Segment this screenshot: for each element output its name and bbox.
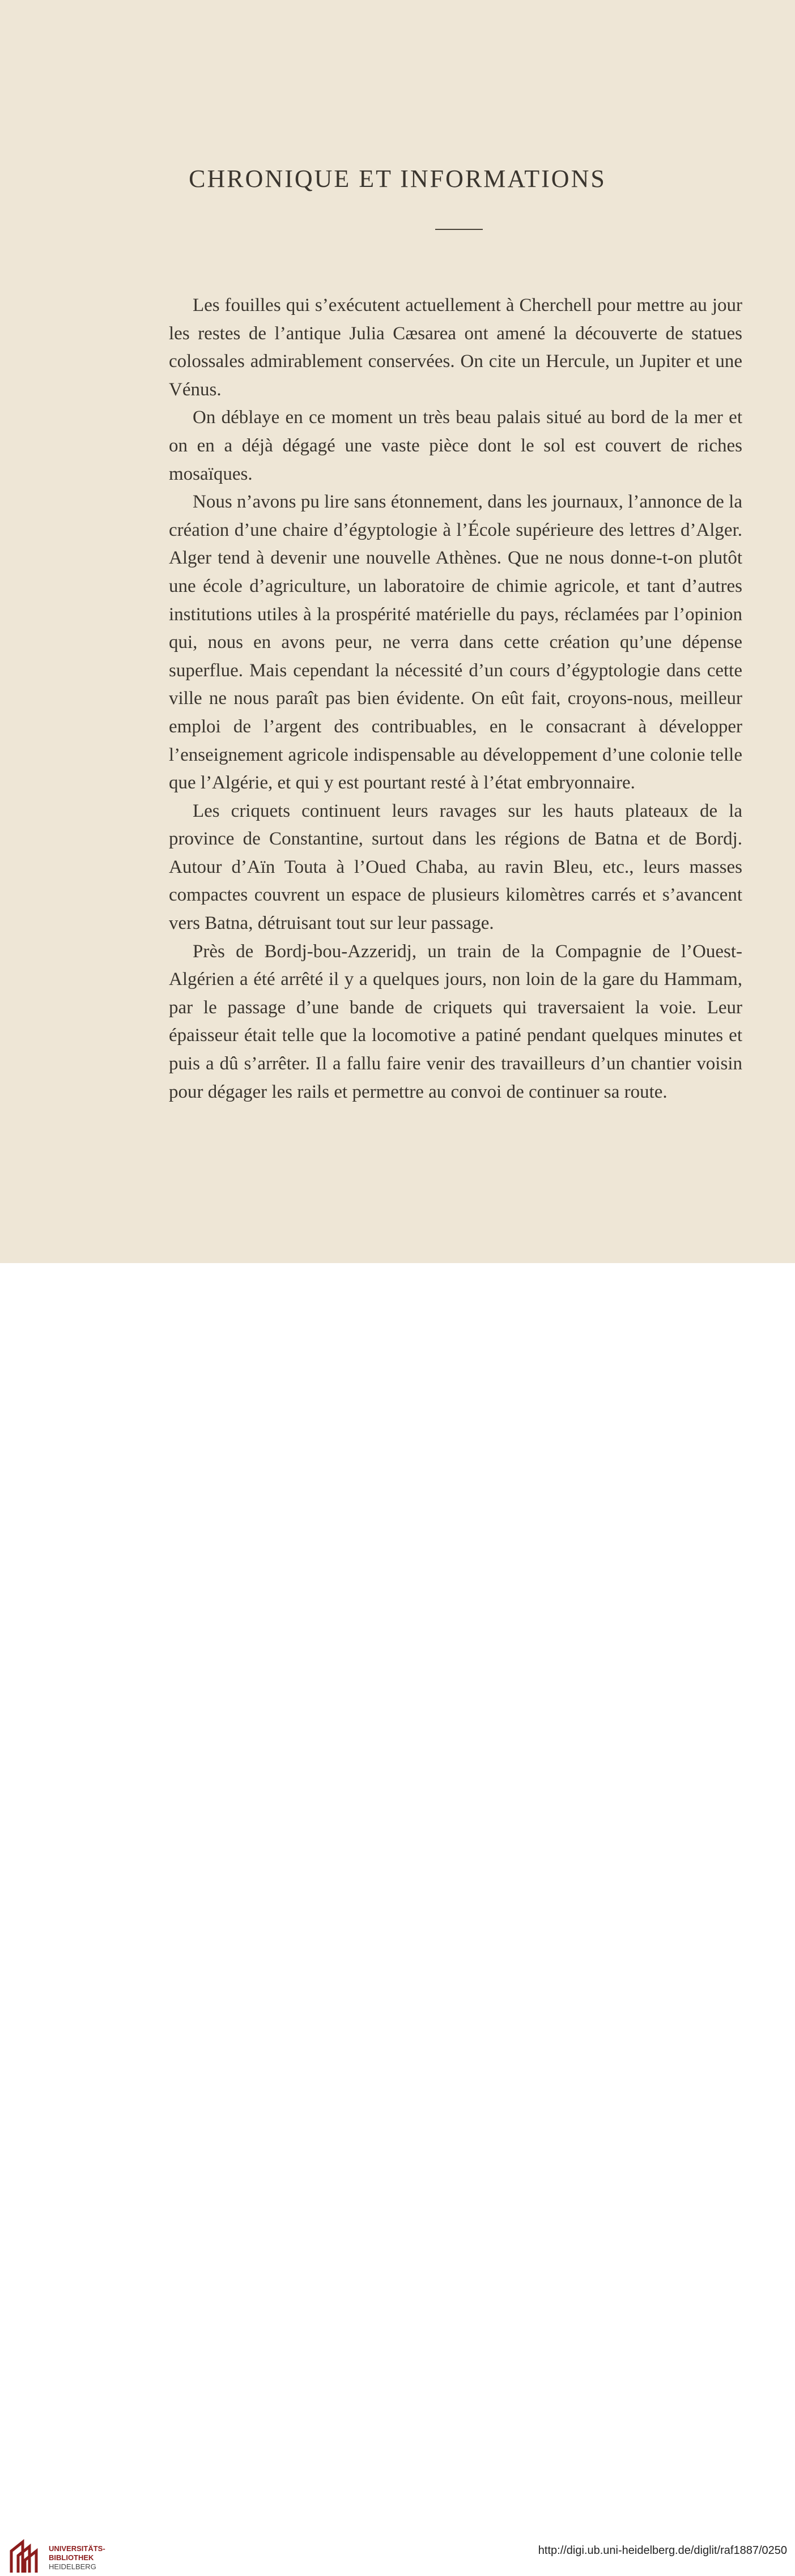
source-url-link[interactable]: http://digi.ub.uni-heidelberg.de/diglit/raf1887/0250 <box>538 2544 787 2557</box>
paragraph-palace-mosaics: On déblaye en ce moment un très beau palais situé au bord de la mer et on en a déjà dégagé une vaste pièce dont le sol est couvert de riches mosaïques. <box>169 407 742 484</box>
paragraph-locusts-constantine: Les criquets continuent leurs ravages sur les hauts plateaux de la province de Constantine, surtout dans les régions de Batna et de Bordj. Autour d’Aïn Touta à l’Oued Chaba, au ravin Bleu, etc., leurs masses compactes couvrent un espace de plusieurs kilomètres carrés et s’avancent vers Batna, détruisant tout sur leur passage. <box>169 800 742 934</box>
page-title: CHRONIQUE ET INFORMATIONS <box>189 165 606 193</box>
library-logo-icon <box>8 2539 41 2576</box>
library-name <box>49 2544 105 2571</box>
scanned-page <box>0 0 795 1263</box>
paragraph-train-stopped: Près de Bordj-bou-Azzeridj, un train de la Compagnie de l’Ouest-Algérien a été arrêté il y a quelques jours, non loin de la gare du Hammam, par le passage d’une bande de criquets qui traversaient la voie. Leur épaisseur était telle que la locomotive a patiné pendant quelques minutes et puis a dû s’arrêter. Il a fallu faire venir des travailleurs d’un chantier voisin pour dégager les rails et permettre au convoi de continuer sa route. <box>169 941 742 1102</box>
paragraph-cherchell-statues: Les fouilles qui s’exécutent actuellement à Cherchell pour mettre au jour les restes de l’antique Julia Cæsarea ont amené la découverte de statues colossales admirablement conservées. On cite un Hercule, un Jupiter et une Vénus. <box>169 295 742 400</box>
article-body <box>169 292 742 1106</box>
digitization-footer <box>0 1263 795 2571</box>
paragraph-egyptology-chair: Nous n’avons pu lire sans étonnement, dans les journaux, l’annonce de la création d’une chaire d’égyptologie à l’École supérieure des lettres d’Alger. Alger tend à devenir une nouvelle Athènes. Que ne nous donne-t-on plutôt une école d’agriculture, un laboratoire de chimie agricole, et tant d’autres institutions utiles à la prospérité matérielle du pays, réclamées par l’opinion qui, nous en avons peur, ne verra dans cette création qu’une dépense superflue. Mais cependant la nécessité d’un cours d’égyptologie dans cette ville ne nous paraît pas bien évidente. On eût fait, croyons-nous, meilleur emploi de l’argent des contribuables, en le consacrant à développer l’enseignement agricole indispensable au développement d’une colonie telle que l’Algérie, et qui y est pourtant resté à l’état embryonnaire. <box>169 492 742 794</box>
library-name-line-2: BIBLIOTHEK <box>49 2553 94 2562</box>
title-rule <box>435 229 483 230</box>
library-name-line-1: UNIVERSITÄTS- <box>49 2544 105 2553</box>
library-name-line-3: HEIDELBERG <box>49 2562 96 2571</box>
